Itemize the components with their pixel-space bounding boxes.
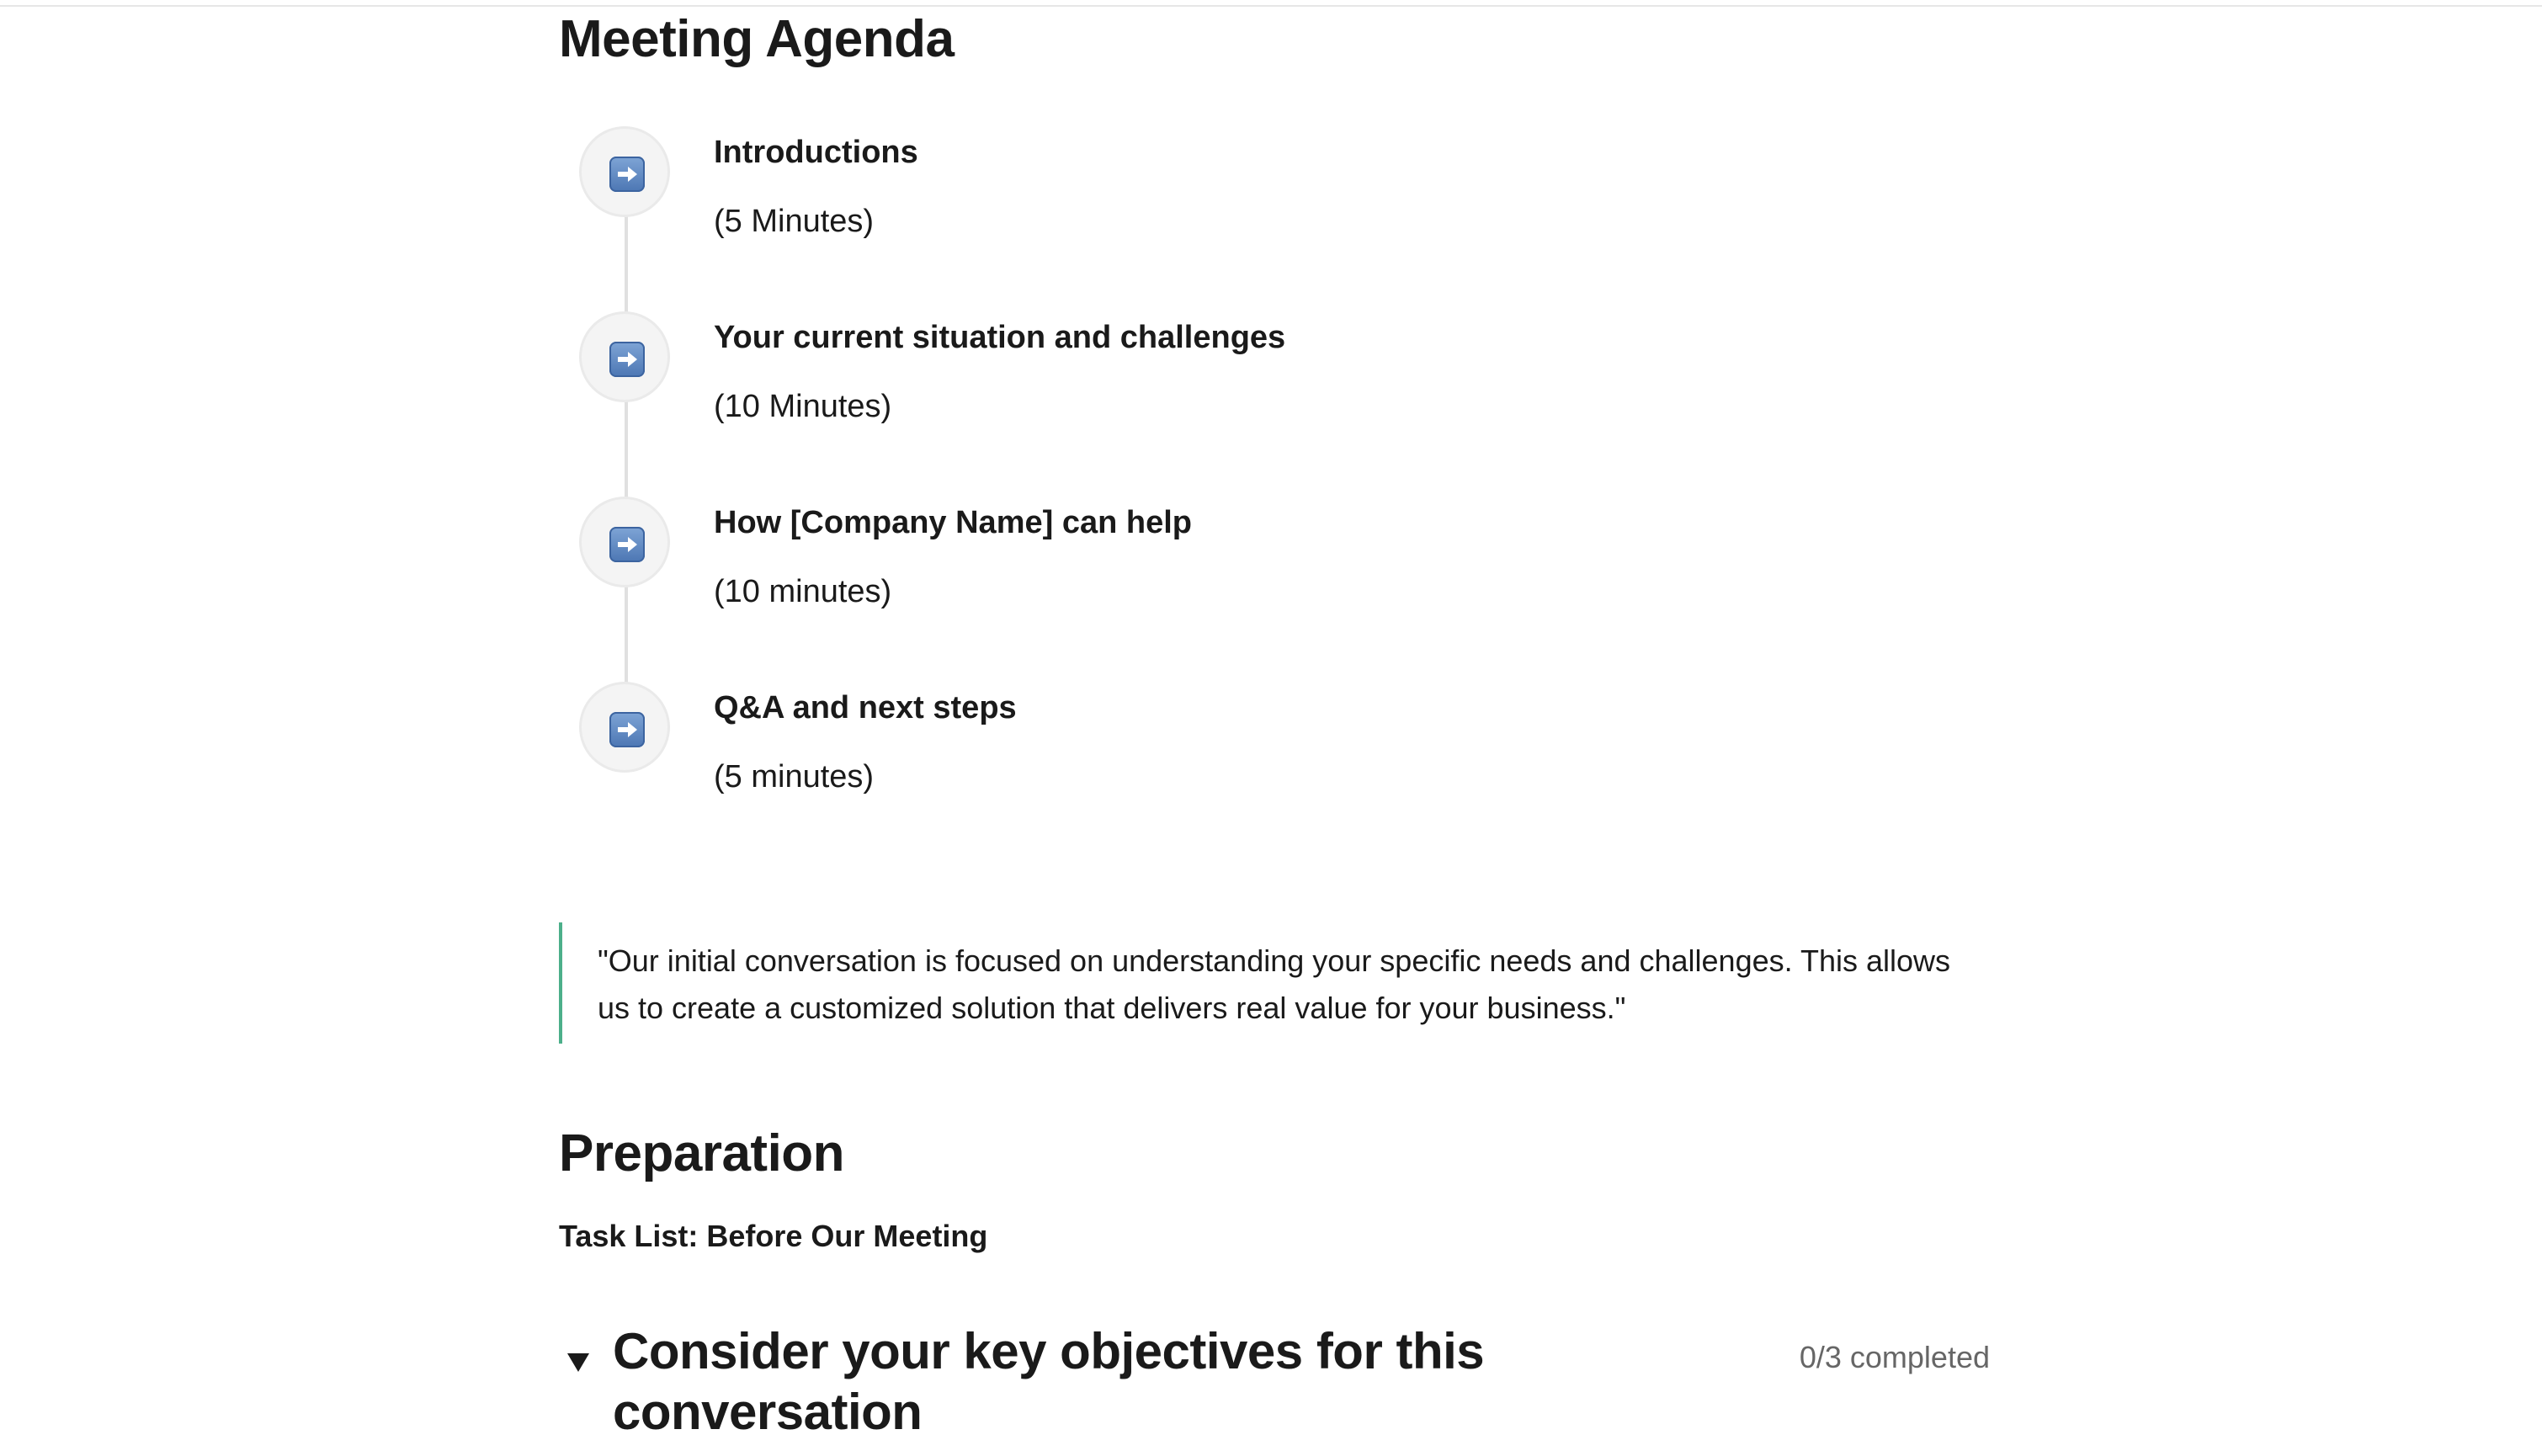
agenda-item-title: Your current situation and challenges — [714, 320, 1286, 355]
right-arrow-icon — [609, 527, 645, 562]
agenda-item-duration: (5 Minutes) — [714, 204, 875, 239]
agenda-item-duration: (5 minutes) — [714, 759, 875, 794]
quote-text: "Our initial conversation is focused on understanding your specific needs and challenges. This allows us to create a customized solution that delivers real value for your business." — [598, 943, 1951, 1025]
task-list-label: Task List: Before Our Meeting — [559, 1219, 988, 1253]
right-arrow-icon — [609, 157, 645, 192]
task-group-title[interactable]: Consider your key objectives for this conversation — [613, 1323, 1485, 1440]
timeline-marker — [579, 311, 670, 402]
agenda-item — [579, 497, 1758, 682]
timeline-marker — [579, 126, 670, 217]
preparation-heading: Preparation — [559, 1124, 845, 1182]
agenda-item — [579, 311, 1758, 497]
agenda-item-title: How [Company Name] can help — [714, 505, 1192, 540]
caret-down-icon[interactable] — [567, 1353, 589, 1372]
right-arrow-icon — [609, 342, 645, 377]
agenda-item-duration: (10 minutes) — [714, 574, 892, 609]
top-border — [0, 0, 2542, 7]
agenda-timeline — [579, 126, 1758, 794]
agenda-item-duration: (10 Minutes) — [714, 389, 892, 424]
task-group-toggle[interactable] — [559, 1321, 1990, 1456]
agenda-item — [579, 682, 1758, 867]
timeline-marker — [579, 497, 670, 587]
quote-block — [559, 922, 1990, 1044]
agenda-item-title: Q&A and next steps — [714, 690, 1017, 725]
agenda-item-title: Introductions — [714, 135, 918, 170]
task-progress-count: 0/3 completed — [1799, 1340, 1990, 1374]
agenda-heading: Meeting Agenda — [559, 10, 955, 68]
timeline-marker — [579, 682, 670, 773]
agenda-item — [579, 126, 1758, 311]
right-arrow-icon — [609, 712, 645, 747]
